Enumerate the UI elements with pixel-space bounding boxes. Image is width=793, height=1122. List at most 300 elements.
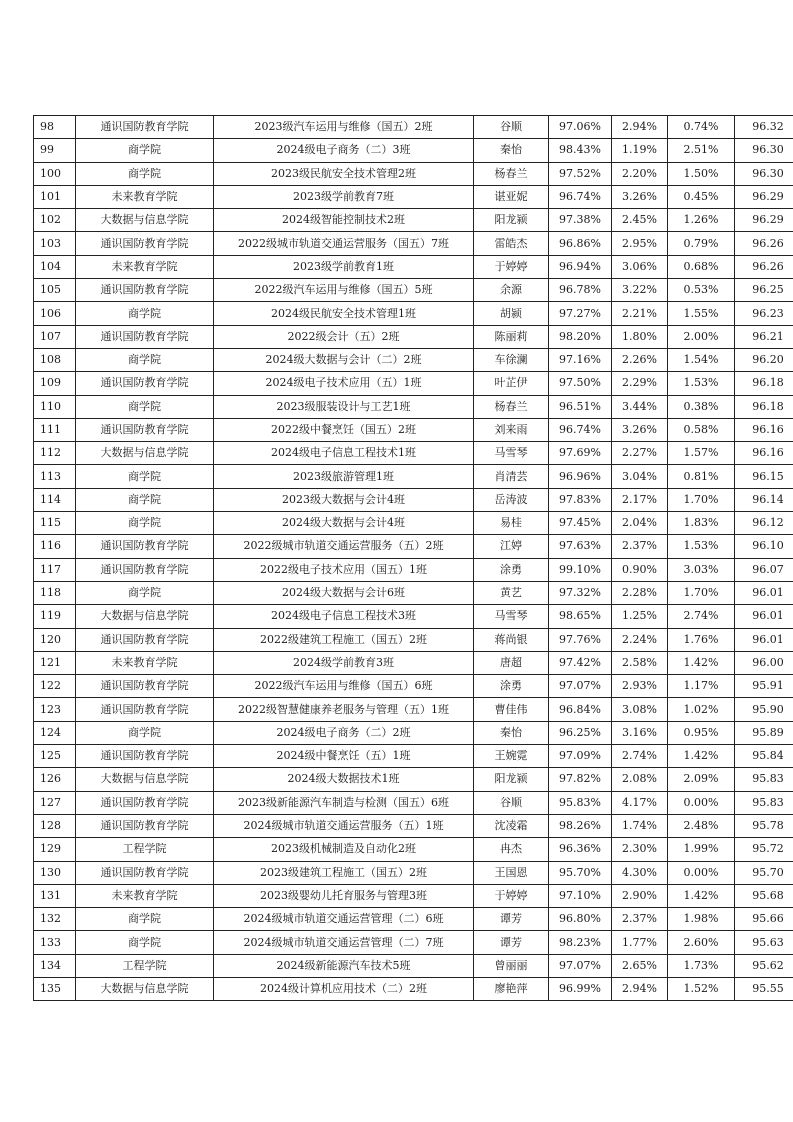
counselor-cell: 黄艺 <box>474 581 549 604</box>
rate-b-cell: 3.44% <box>612 395 668 418</box>
score-cell: 95.62 <box>735 954 793 977</box>
class-cell: 2024级电子技术应用（五）1班 <box>214 372 474 395</box>
rate-b-cell: 2.94% <box>612 977 668 1000</box>
rate-c-cell: 1.98% <box>668 908 735 931</box>
rate-a-cell: 98.23% <box>549 931 612 954</box>
counselor-cell: 廖艳萍 <box>474 977 549 1000</box>
rate-b-cell: 2.08% <box>612 768 668 791</box>
score-cell: 95.70 <box>735 861 793 884</box>
rate-b-cell: 2.28% <box>612 581 668 604</box>
college-cell: 未来教育学院 <box>76 185 214 208</box>
rank-cell: 122 <box>34 675 76 698</box>
rank-cell: 111 <box>34 418 76 441</box>
counselor-cell: 肖清芸 <box>474 465 549 488</box>
class-cell: 2024级计算机应用技术（二）2班 <box>214 977 474 1000</box>
table-row <box>34 185 793 208</box>
rank-cell: 110 <box>34 395 76 418</box>
class-cell: 2022级城市轨道交通运营服务（五）2班 <box>214 535 474 558</box>
rate-a-cell: 96.78% <box>549 279 612 302</box>
table-row <box>34 884 793 907</box>
class-cell: 2023级旅游管理1班 <box>214 465 474 488</box>
rank-cell: 128 <box>34 814 76 837</box>
college-cell: 商学院 <box>76 465 214 488</box>
rate-c-cell: 2.51% <box>668 139 735 162</box>
counselor-cell: 阳龙颍 <box>474 209 549 232</box>
rate-a-cell: 97.50% <box>549 372 612 395</box>
score-cell: 95.68 <box>735 884 793 907</box>
college-cell: 通识国防教育学院 <box>76 628 214 651</box>
rank-cell: 109 <box>34 372 76 395</box>
counselor-cell: 马雪琴 <box>474 442 549 465</box>
score-cell: 96.32 <box>735 116 793 139</box>
score-cell: 95.89 <box>735 721 793 744</box>
table-row <box>34 931 793 954</box>
rate-a-cell: 98.43% <box>549 139 612 162</box>
rate-c-cell: 1.02% <box>668 698 735 721</box>
rank-cell: 135 <box>34 977 76 1000</box>
score-cell: 96.16 <box>735 418 793 441</box>
score-cell: 96.21 <box>735 325 793 348</box>
rate-a-cell: 96.74% <box>549 185 612 208</box>
class-cell: 2023级民航安全技术管理2班 <box>214 162 474 185</box>
rank-cell: 114 <box>34 488 76 511</box>
class-cell: 2024级新能源汽车技术5班 <box>214 954 474 977</box>
counselor-cell: 涂勇 <box>474 558 549 581</box>
college-cell: 商学院 <box>76 721 214 744</box>
score-cell: 96.15 <box>735 465 793 488</box>
counselor-cell: 江婷 <box>474 535 549 558</box>
counselor-cell: 王婉霓 <box>474 745 549 768</box>
table-row <box>34 954 793 977</box>
counselor-cell: 阳龙颍 <box>474 768 549 791</box>
counselor-cell: 岳涛波 <box>474 488 549 511</box>
rate-c-cell: 0.38% <box>668 395 735 418</box>
rank-cell: 123 <box>34 698 76 721</box>
class-cell: 2024级大数据与会计4班 <box>214 512 474 535</box>
rate-a-cell: 96.80% <box>549 908 612 931</box>
rate-c-cell: 1.26% <box>668 209 735 232</box>
score-cell: 95.66 <box>735 908 793 931</box>
rate-b-cell: 2.65% <box>612 954 668 977</box>
rank-cell: 115 <box>34 512 76 535</box>
class-cell: 2023级机械制造及自动化2班 <box>214 838 474 861</box>
counselor-cell: 谭芳 <box>474 908 549 931</box>
college-cell: 通识国防教育学院 <box>76 861 214 884</box>
rank-cell: 126 <box>34 768 76 791</box>
college-cell: 通识国防教育学院 <box>76 232 214 255</box>
rate-b-cell: 1.77% <box>612 931 668 954</box>
rate-b-cell: 2.37% <box>612 908 668 931</box>
rate-b-cell: 2.37% <box>612 535 668 558</box>
rate-b-cell: 4.30% <box>612 861 668 884</box>
table-row <box>34 372 793 395</box>
table-row <box>34 512 793 535</box>
rate-c-cell: 1.42% <box>668 884 735 907</box>
rate-c-cell: 0.68% <box>668 255 735 278</box>
college-cell: 商学院 <box>76 395 214 418</box>
rank-cell: 105 <box>34 279 76 302</box>
rate-a-cell: 99.10% <box>549 558 612 581</box>
college-cell: 商学院 <box>76 139 214 162</box>
class-cell: 2023级汽车运用与维修（国五）2班 <box>214 116 474 139</box>
rate-c-cell: 0.74% <box>668 116 735 139</box>
college-cell: 商学院 <box>76 931 214 954</box>
rate-b-cell: 2.95% <box>612 232 668 255</box>
score-cell: 96.07 <box>735 558 793 581</box>
table-row <box>34 651 793 674</box>
table-row <box>34 302 793 325</box>
class-cell: 2024级大数据与会计（二）2班 <box>214 348 474 371</box>
rank-cell: 107 <box>34 325 76 348</box>
college-cell: 通识国防教育学院 <box>76 814 214 837</box>
rate-a-cell: 96.86% <box>549 232 612 255</box>
rate-c-cell: 1.42% <box>668 651 735 674</box>
table-row <box>34 279 793 302</box>
rate-a-cell: 97.42% <box>549 651 612 674</box>
rate-b-cell: 3.26% <box>612 185 668 208</box>
table-row <box>34 418 793 441</box>
score-cell: 95.91 <box>735 675 793 698</box>
class-cell: 2024级城市轨道交通运营服务（五）1班 <box>214 814 474 837</box>
class-cell: 2023级学前教育1班 <box>214 255 474 278</box>
class-cell: 2022级电子技术应用（国五）1班 <box>214 558 474 581</box>
rate-a-cell: 98.20% <box>549 325 612 348</box>
ranking-table <box>33 115 793 1001</box>
table-row <box>34 908 793 931</box>
college-cell: 通识国防教育学院 <box>76 325 214 348</box>
rate-c-cell: 1.55% <box>668 302 735 325</box>
rate-a-cell: 97.07% <box>549 954 612 977</box>
rate-b-cell: 3.04% <box>612 465 668 488</box>
counselor-cell: 余源 <box>474 279 549 302</box>
score-cell: 95.83 <box>735 768 793 791</box>
rate-a-cell: 97.83% <box>549 488 612 511</box>
rate-a-cell: 95.70% <box>549 861 612 884</box>
counselor-cell: 刘来雨 <box>474 418 549 441</box>
table-row <box>34 325 793 348</box>
counselor-cell: 于婷婷 <box>474 255 549 278</box>
rank-cell: 127 <box>34 791 76 814</box>
college-cell: 大数据与信息学院 <box>76 605 214 628</box>
table-row <box>34 791 793 814</box>
rate-b-cell: 1.19% <box>612 139 668 162</box>
college-cell: 商学院 <box>76 162 214 185</box>
score-cell: 95.55 <box>735 977 793 1000</box>
rate-a-cell: 96.25% <box>549 721 612 744</box>
rate-a-cell: 98.65% <box>549 605 612 628</box>
rate-c-cell: 1.52% <box>668 977 735 1000</box>
college-cell: 大数据与信息学院 <box>76 768 214 791</box>
class-cell: 2024级电子信息工程技术3班 <box>214 605 474 628</box>
rate-b-cell: 2.29% <box>612 372 668 395</box>
rate-c-cell: 2.48% <box>668 814 735 837</box>
class-cell: 2022级中餐烹饪（国五）2班 <box>214 418 474 441</box>
table-row <box>34 628 793 651</box>
rank-cell: 119 <box>34 605 76 628</box>
counselor-cell: 沈凌霜 <box>474 814 549 837</box>
rate-b-cell: 2.94% <box>612 116 668 139</box>
class-cell: 2022级智慧健康养老服务与管理（五）1班 <box>214 698 474 721</box>
college-cell: 大数据与信息学院 <box>76 977 214 1000</box>
rate-a-cell: 95.83% <box>549 791 612 814</box>
rate-c-cell: 0.58% <box>668 418 735 441</box>
rate-b-cell: 1.25% <box>612 605 668 628</box>
table-row <box>34 768 793 791</box>
rate-a-cell: 97.27% <box>549 302 612 325</box>
table-row <box>34 861 793 884</box>
rank-cell: 129 <box>34 838 76 861</box>
rate-a-cell: 97.69% <box>549 442 612 465</box>
class-cell: 2024级城市轨道交通运营管理（二）7班 <box>214 931 474 954</box>
score-cell: 96.18 <box>735 372 793 395</box>
rank-cell: 103 <box>34 232 76 255</box>
rate-a-cell: 97.16% <box>549 348 612 371</box>
rank-cell: 113 <box>34 465 76 488</box>
counselor-cell: 谷顺 <box>474 791 549 814</box>
counselor-cell: 蒋尚银 <box>474 628 549 651</box>
rate-b-cell: 3.16% <box>612 721 668 744</box>
score-cell: 96.25 <box>735 279 793 302</box>
rate-a-cell: 96.96% <box>549 465 612 488</box>
rank-cell: 124 <box>34 721 76 744</box>
rate-c-cell: 1.70% <box>668 488 735 511</box>
table-row <box>34 698 793 721</box>
score-cell: 96.12 <box>735 512 793 535</box>
rate-a-cell: 97.07% <box>549 675 612 698</box>
rate-b-cell: 0.90% <box>612 558 668 581</box>
class-cell: 2024级电子信息工程技术1班 <box>214 442 474 465</box>
counselor-cell: 冉杰 <box>474 838 549 861</box>
rate-c-cell: 1.53% <box>668 372 735 395</box>
class-cell: 2023级婴幼儿托育服务与管理3班 <box>214 884 474 907</box>
score-cell: 95.84 <box>735 745 793 768</box>
table-row <box>34 581 793 604</box>
table-row <box>34 535 793 558</box>
college-cell: 工程学院 <box>76 954 214 977</box>
rank-cell: 100 <box>34 162 76 185</box>
score-cell: 96.23 <box>735 302 793 325</box>
table-row <box>34 116 793 139</box>
table-row <box>34 209 793 232</box>
college-cell: 通识国防教育学院 <box>76 116 214 139</box>
rate-c-cell: 0.95% <box>668 721 735 744</box>
rank-cell: 104 <box>34 255 76 278</box>
rate-c-cell: 1.76% <box>668 628 735 651</box>
rank-cell: 131 <box>34 884 76 907</box>
counselor-cell: 杨春兰 <box>474 162 549 185</box>
rate-a-cell: 97.32% <box>549 581 612 604</box>
rate-a-cell: 97.09% <box>549 745 612 768</box>
class-cell: 2023级建筑工程施工（国五）2班 <box>214 861 474 884</box>
class-cell: 2024级城市轨道交通运营管理（二）6班 <box>214 908 474 931</box>
class-cell: 2022级建筑工程施工（国五）2班 <box>214 628 474 651</box>
counselor-cell: 谭芳 <box>474 931 549 954</box>
rank-cell: 133 <box>34 931 76 954</box>
rate-a-cell: 97.06% <box>549 116 612 139</box>
rank-cell: 117 <box>34 558 76 581</box>
rank-cell: 118 <box>34 581 76 604</box>
rate-c-cell: 0.81% <box>668 465 735 488</box>
rate-a-cell: 97.63% <box>549 535 612 558</box>
rate-b-cell: 3.26% <box>612 418 668 441</box>
rate-c-cell: 1.99% <box>668 838 735 861</box>
counselor-cell: 秦怡 <box>474 139 549 162</box>
counselor-cell: 曾丽丽 <box>474 954 549 977</box>
rate-b-cell: 4.17% <box>612 791 668 814</box>
class-cell: 2024级民航安全技术管理1班 <box>214 302 474 325</box>
college-cell: 商学院 <box>76 581 214 604</box>
college-cell: 通识国防教育学院 <box>76 558 214 581</box>
rate-c-cell: 1.42% <box>668 745 735 768</box>
college-cell: 工程学院 <box>76 838 214 861</box>
rate-b-cell: 2.17% <box>612 488 668 511</box>
class-cell: 2022级会计（五）2班 <box>214 325 474 348</box>
counselor-cell: 车徐澜 <box>474 348 549 371</box>
table-row <box>34 442 793 465</box>
score-cell: 96.26 <box>735 255 793 278</box>
class-cell: 2023级服装设计与工艺1班 <box>214 395 474 418</box>
class-cell: 2024级大数据与会计6班 <box>214 581 474 604</box>
counselor-cell: 雷皓杰 <box>474 232 549 255</box>
class-cell: 2024级智能控制技术2班 <box>214 209 474 232</box>
class-cell: 2024级学前教育3班 <box>214 651 474 674</box>
rate-a-cell: 96.51% <box>549 395 612 418</box>
rate-a-cell: 98.26% <box>549 814 612 837</box>
rate-c-cell: 2.00% <box>668 325 735 348</box>
class-cell: 2022级汽车运用与维修（国五）5班 <box>214 279 474 302</box>
rate-a-cell: 97.38% <box>549 209 612 232</box>
rate-a-cell: 97.76% <box>549 628 612 651</box>
rate-c-cell: 1.57% <box>668 442 735 465</box>
score-cell: 96.14 <box>735 488 793 511</box>
table-row <box>34 745 793 768</box>
counselor-cell: 秦怡 <box>474 721 549 744</box>
rate-b-cell: 2.45% <box>612 209 668 232</box>
score-cell: 95.72 <box>735 838 793 861</box>
class-cell: 2023级学前教育7班 <box>214 185 474 208</box>
college-cell: 通识国防教育学院 <box>76 698 214 721</box>
rate-c-cell: 1.70% <box>668 581 735 604</box>
table-row <box>34 721 793 744</box>
table-body <box>34 116 793 1001</box>
college-cell: 大数据与信息学院 <box>76 442 214 465</box>
rate-a-cell: 96.99% <box>549 977 612 1000</box>
score-cell: 95.90 <box>735 698 793 721</box>
rank-cell: 99 <box>34 139 76 162</box>
rate-c-cell: 1.73% <box>668 954 735 977</box>
counselor-cell: 王国恩 <box>474 861 549 884</box>
table-row <box>34 838 793 861</box>
rank-cell: 112 <box>34 442 76 465</box>
rate-b-cell: 2.26% <box>612 348 668 371</box>
rate-a-cell: 96.84% <box>549 698 612 721</box>
class-cell: 2022级城市轨道交通运营服务（国五）7班 <box>214 232 474 255</box>
rank-cell: 134 <box>34 954 76 977</box>
counselor-cell: 马雪琴 <box>474 605 549 628</box>
score-cell: 96.30 <box>735 162 793 185</box>
table-row <box>34 162 793 185</box>
rate-b-cell: 2.27% <box>612 442 668 465</box>
rate-b-cell: 3.08% <box>612 698 668 721</box>
college-cell: 未来教育学院 <box>76 255 214 278</box>
score-cell: 96.16 <box>735 442 793 465</box>
rank-cell: 120 <box>34 628 76 651</box>
rate-b-cell: 1.74% <box>612 814 668 837</box>
score-cell: 96.01 <box>735 605 793 628</box>
counselor-cell: 陈丽莉 <box>474 325 549 348</box>
rate-b-cell: 2.30% <box>612 838 668 861</box>
rate-b-cell: 2.58% <box>612 651 668 674</box>
table-row <box>34 232 793 255</box>
rate-a-cell: 96.94% <box>549 255 612 278</box>
class-cell: 2023级新能源汽车制造与检测（国五）6班 <box>214 791 474 814</box>
score-cell: 96.01 <box>735 581 793 604</box>
rate-c-cell: 0.00% <box>668 791 735 814</box>
college-cell: 通识国防教育学院 <box>76 279 214 302</box>
college-cell: 大数据与信息学院 <box>76 209 214 232</box>
college-cell: 通识国防教育学院 <box>76 535 214 558</box>
rate-c-cell: 3.03% <box>668 558 735 581</box>
rate-b-cell: 2.24% <box>612 628 668 651</box>
rate-c-cell: 1.50% <box>668 162 735 185</box>
college-cell: 商学院 <box>76 908 214 931</box>
college-cell: 商学院 <box>76 302 214 325</box>
class-cell: 2024级电子商务（二）3班 <box>214 139 474 162</box>
college-cell: 商学院 <box>76 512 214 535</box>
rate-c-cell: 1.83% <box>668 512 735 535</box>
rank-cell: 116 <box>34 535 76 558</box>
rate-b-cell: 2.04% <box>612 512 668 535</box>
counselor-cell: 叶芷伊 <box>474 372 549 395</box>
counselor-cell: 易桂 <box>474 512 549 535</box>
rate-b-cell: 2.74% <box>612 745 668 768</box>
rate-a-cell: 97.52% <box>549 162 612 185</box>
college-cell: 商学院 <box>76 488 214 511</box>
college-cell: 通识国防教育学院 <box>76 791 214 814</box>
rate-c-cell: 0.00% <box>668 861 735 884</box>
table-row <box>34 558 793 581</box>
rate-b-cell: 1.80% <box>612 325 668 348</box>
counselor-cell: 胡颍 <box>474 302 549 325</box>
college-cell: 通识国防教育学院 <box>76 418 214 441</box>
rate-a-cell: 97.10% <box>549 884 612 907</box>
rate-a-cell: 96.36% <box>549 838 612 861</box>
table-row <box>34 977 793 1000</box>
table-row <box>34 675 793 698</box>
score-cell: 96.20 <box>735 348 793 371</box>
score-cell: 95.78 <box>735 814 793 837</box>
rate-c-cell: 2.09% <box>668 768 735 791</box>
rate-c-cell: 0.53% <box>668 279 735 302</box>
score-cell: 96.00 <box>735 651 793 674</box>
rate-a-cell: 97.82% <box>549 768 612 791</box>
college-cell: 通识国防教育学院 <box>76 372 214 395</box>
score-cell: 96.29 <box>735 185 793 208</box>
class-cell: 2022级汽车运用与维修（国五）6班 <box>214 675 474 698</box>
score-cell: 96.29 <box>735 209 793 232</box>
class-cell: 2024级电子商务（二）2班 <box>214 721 474 744</box>
rank-cell: 125 <box>34 745 76 768</box>
rate-b-cell: 3.22% <box>612 279 668 302</box>
score-cell: 96.26 <box>735 232 793 255</box>
rate-c-cell: 0.45% <box>668 185 735 208</box>
counselor-cell: 杨春兰 <box>474 395 549 418</box>
rank-cell: 108 <box>34 348 76 371</box>
rate-c-cell: 1.53% <box>668 535 735 558</box>
table-row <box>34 488 793 511</box>
counselor-cell: 谷顺 <box>474 116 549 139</box>
rank-cell: 130 <box>34 861 76 884</box>
